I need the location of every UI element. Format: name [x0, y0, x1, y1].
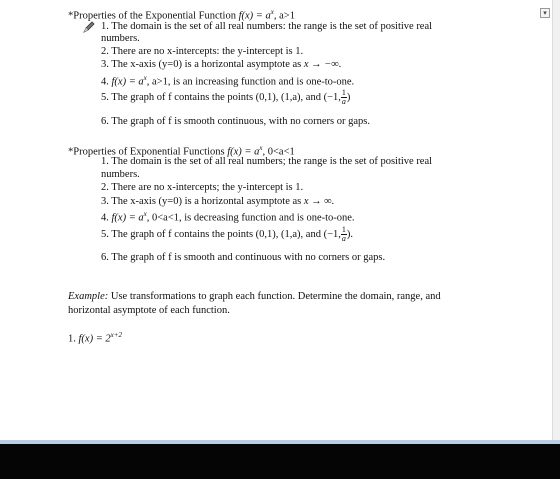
vertical-scrollbar[interactable]	[552, 0, 560, 440]
section2-item1-line2: numbers.	[101, 169, 140, 180]
section2-item3: 3. The x-axis (y=0) is a horizontal asymptote as x → ∞.	[101, 196, 335, 207]
section1-item4: 4. $f(x) = a^x$, a>1, is an increasing function and is one-to-one.	[101, 74, 355, 88]
section2-item5: 5. The graph of f contains the points (0,1), (1,a), and (−1, $\frac{1}{a}$ ).	[101, 225, 354, 243]
section2-item4: 4. $f(x) = a^x$, 0<a<1, is decreasing function and is one-to-one.	[101, 210, 355, 224]
fraction-one-over-a: $\frac{1}{a}$	[341, 225, 346, 243]
example-label: Example:	[68, 291, 109, 302]
section1-item5: 5. The graph of f contains the points (0,1), (1,a), and (−1, $\frac{1}{a}$ )	[101, 88, 351, 106]
section1-item6: 6. The graph of f is smooth continuous, with no corners or gaps.	[101, 116, 370, 127]
section1-heading: *Properties of the Exponential Function $f(x) = a^x$, a>1	[68, 8, 295, 22]
section1-item1-line1: 1. The domain is the set of all real numbers: the range is the set of positive real	[101, 21, 433, 32]
pen-icon	[82, 20, 96, 34]
section2-item1-line1: 1. The domain is the set of all real numbers; the range is the set of positive real	[101, 156, 433, 167]
example-line2: horizontal asymptote of each function.	[68, 305, 230, 316]
example-line1: Example: Use transformations to graph each function. Determine the domain, range, and	[68, 291, 441, 302]
section1-item3: 3. The x-axis (y=0) is a horizontal asymptote as x → −∞.	[101, 59, 342, 70]
example-item1: 1. $f(x) = 2^{x+2}$	[68, 331, 122, 345]
fraction-one-over-a: $\frac{1}{a}$	[341, 88, 346, 106]
section1-item2: 2. There are no x-intercepts: the y-intercept is 1.	[101, 46, 304, 57]
section1-item1-line2: numbers.	[101, 33, 140, 44]
section2-heading: *Properties of Exponential Functions $f(x) = a^x$, 0<a<1	[68, 144, 295, 158]
section2-item2: 2. There are no x-intercepts; the y-intercept is 1.	[101, 182, 304, 193]
black-bottom-band	[0, 444, 560, 479]
scroll-down-icon[interactable]: ▾	[540, 8, 550, 18]
section2-item6: 6. The graph of f is smooth and continuous with no corners or gaps.	[101, 252, 386, 263]
